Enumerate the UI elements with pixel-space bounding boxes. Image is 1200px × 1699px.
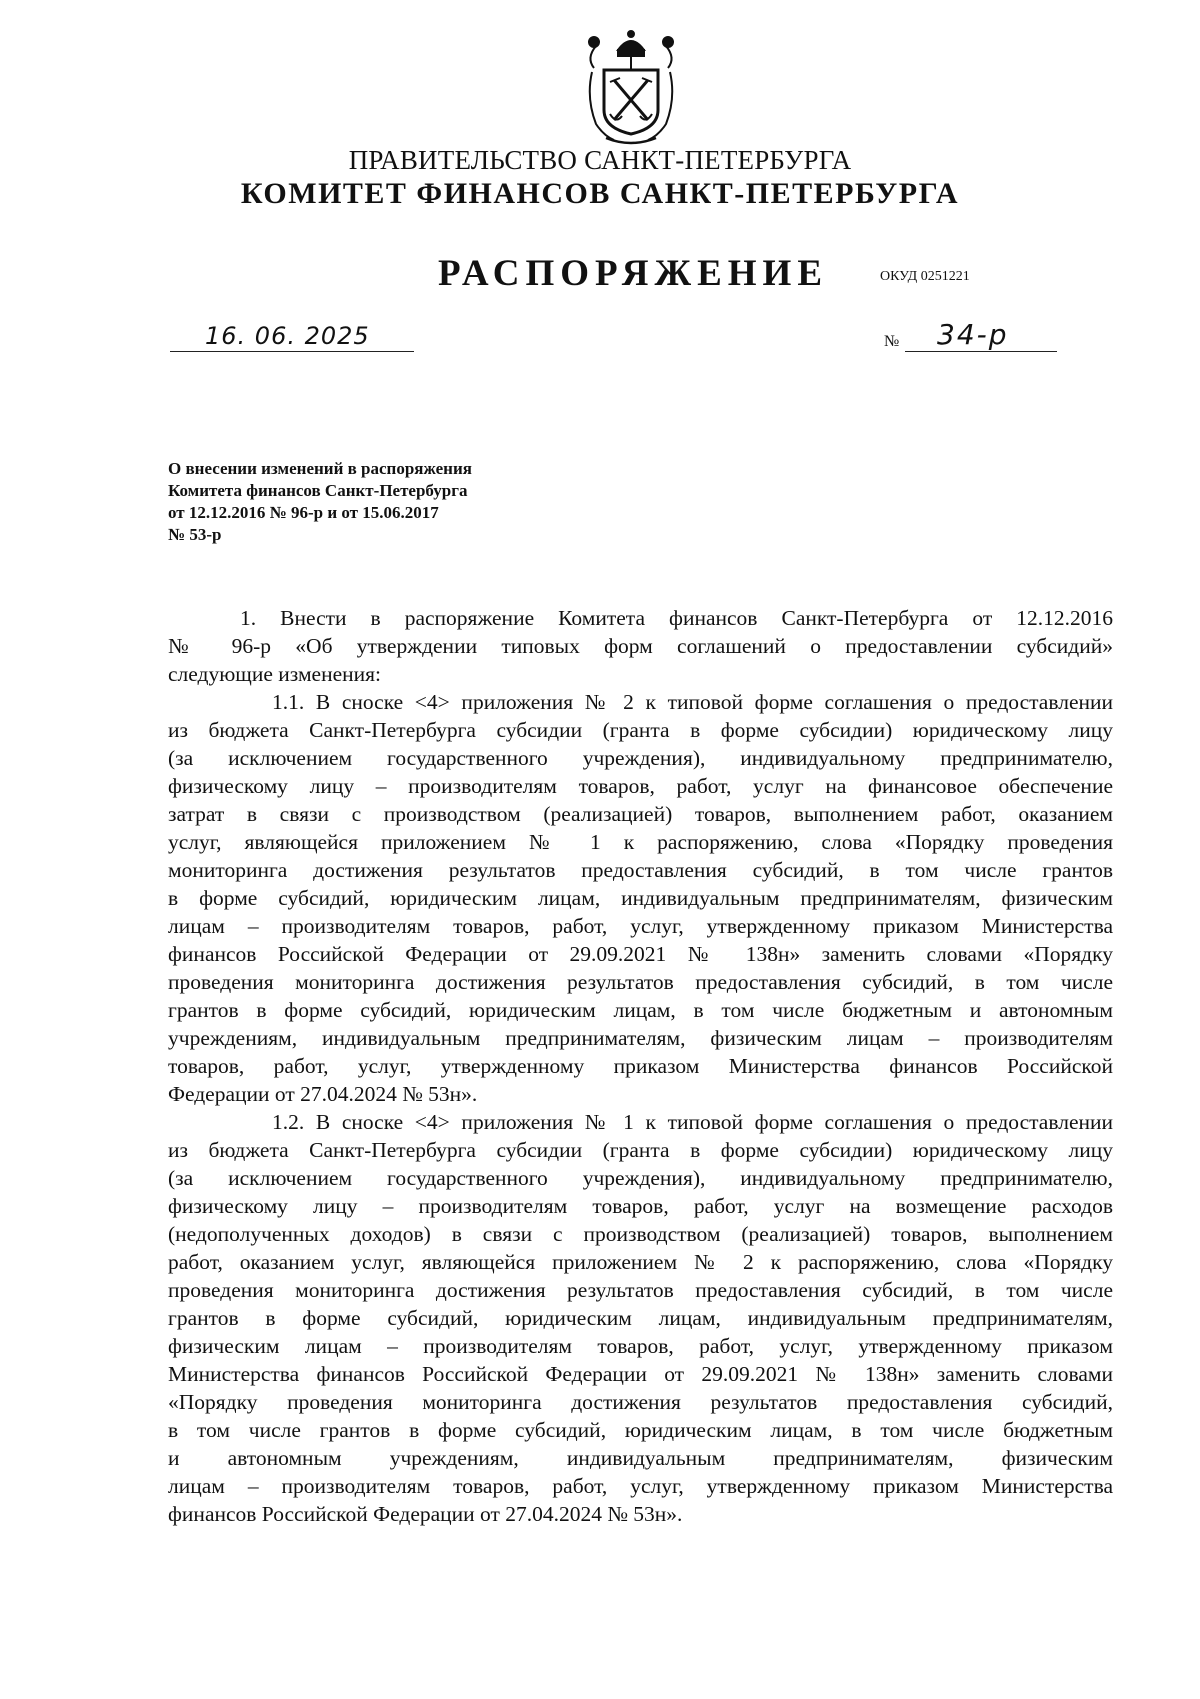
body-line: проведения мониторинга достижения результатов предоставления субсидий, в том числе xyxy=(168,970,1113,994)
document-body xyxy=(168,604,1113,1528)
body-line: финансов Российской Федерации от 27.04.2024 № 53н». xyxy=(168,1502,683,1526)
body-line: затрат в связи с производством (реализацией) товаров, выполнением работ, оказанием xyxy=(168,802,1113,826)
body-line: в форме субсидий, юридическим лицам, индивидуальным предпринимателям, физическим xyxy=(168,886,1113,910)
okud-code: ОКУД 0251221 xyxy=(880,269,970,284)
body-line: (за исключением государственного учреждения), индивидуальному предпринимателю, xyxy=(168,746,1113,770)
document-date: 16. 06. 2025 xyxy=(205,322,370,350)
body-line: услуг, являющейся приложением № 1 к распоряжению, слова «Порядку проведения xyxy=(168,830,1113,854)
number-label: № xyxy=(884,333,900,350)
government-title: ПРАВИТЕЛЬСТВО САНКТ-ПЕТЕРБУРГА xyxy=(348,145,852,175)
date-underline xyxy=(170,351,414,352)
body-line: проведения мониторинга достижения результатов предоставления субсидий, в том числе xyxy=(168,1278,1113,1302)
body-line: физическому лицу – производителям товаров, работ, услуг на возмещение расходов xyxy=(168,1194,1113,1218)
body-line: мониторинга достижения результатов предоставления субсидий, в том числе грантов xyxy=(168,858,1113,882)
body-line: из бюджета Санкт-Петербурга субсидии (гранта в форме субсидии) юридическому лицу xyxy=(168,1138,1113,1162)
body-line: финансов Российской Федерации от 29.09.2021 № 138н» заменить словами «Порядку xyxy=(168,942,1113,966)
body-line: (за исключением государственного учреждения), индивидуальному предпринимателю, xyxy=(168,1166,1113,1190)
document-type-title: РАСПОРЯЖЕНИЕ xyxy=(438,253,829,294)
body-line: грантов в форме субсидий, юридическим лицам, индивидуальным предпринимателям, xyxy=(168,1306,1113,1330)
subject-line: Комитета финансов Санкт-Петербурга xyxy=(168,481,468,500)
body-line: физическим лицам – производителям товаров, работ, услуг, утвержденному приказом xyxy=(168,1334,1113,1358)
body-line: физическому лицу – производителям товаров, работ, услуг на финансовое обеспечение xyxy=(168,774,1113,798)
body-line: «Порядку проведения мониторинга достижения результатов предоставления субсидий, xyxy=(168,1390,1113,1414)
body-line: лицам – производителям товаров, работ, услуг, утвержденному приказом Министерства xyxy=(168,914,1113,938)
body-line: Федерации от 27.04.2024 № 53н». xyxy=(168,1082,478,1106)
subject-line: № 53-р xyxy=(168,525,222,544)
subject-line: О внесении изменений в распоряжения xyxy=(168,459,472,478)
body-line: 1. Внести в распоряжение Комитета финансов Санкт-Петербурга от 12.12.2016 xyxy=(240,606,1113,630)
body-line: (недополученных доходов) в связи с производством (реализацией) товаров, выполнением xyxy=(168,1222,1113,1246)
body-line: и автономным учреждениям, индивидуальным предпринимателям, физическим xyxy=(168,1446,1113,1470)
body-line: грантов в форме субсидий, юридическим лицам, в том числе бюджетным и автономным xyxy=(168,998,1113,1022)
body-line: № 96-р «Об утверждении типовых форм соглашений о предоставлении субсидий» xyxy=(168,634,1113,658)
body-line: учреждениям, индивидуальным предпринимателям, физическим лицам – производителям xyxy=(168,1026,1113,1050)
number-underline xyxy=(905,351,1057,352)
coat-of-arms-icon xyxy=(582,28,680,146)
document-subject xyxy=(168,458,548,546)
body-line: 1.2. В сноске <4> приложения № 1 к типовой форме соглашения о предоставлении xyxy=(272,1110,1113,1134)
body-line: Министерства финансов Российской Федерации от 29.09.2021 № 138н» заменить словами xyxy=(168,1362,1113,1386)
body-line: работ, оказанием услуг, являющейся приложением № 2 к распоряжению, слова «Порядку xyxy=(168,1250,1113,1274)
body-line: из бюджета Санкт-Петербурга субсидии (гранта в форме субсидии) юридическому лицу xyxy=(168,718,1113,742)
body-line: лицам – производителям товаров, работ, услуг, утвержденному приказом Министерства xyxy=(168,1474,1113,1498)
committee-title: КОМИТЕТ ФИНАНСОВ САНКТ-ПЕТЕРБУРГА xyxy=(240,177,960,210)
document-number: 34-р xyxy=(937,318,1009,351)
body-line: в том числе грантов в форме субсидий, юридическим лицам, в том числе бюджетным xyxy=(168,1418,1113,1442)
subject-line: от 12.12.2016 № 96-р и от 15.06.2017 xyxy=(168,503,439,522)
body-line: 1.1. В сноске <4> приложения № 2 к типовой форме соглашения о предоставлении xyxy=(272,690,1113,714)
body-line: товаров, работ, услуг, утвержденному приказом Министерства финансов Российской xyxy=(168,1054,1113,1078)
body-line: следующие изменения: xyxy=(168,662,382,686)
